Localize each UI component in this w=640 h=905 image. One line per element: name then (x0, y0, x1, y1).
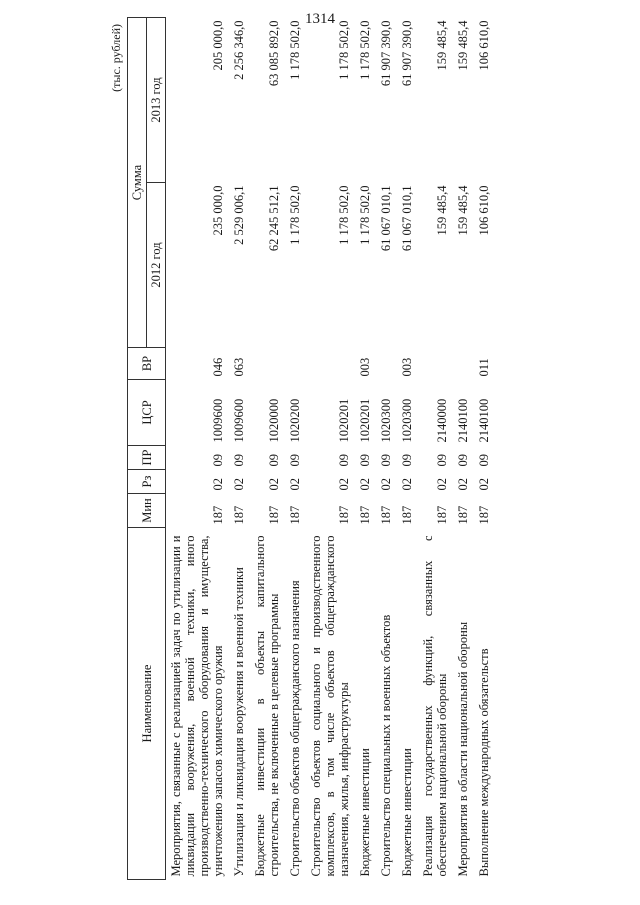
row-sum-2012: 1 178 502,0 (337, 185, 351, 245)
header-rz: Рз (128, 470, 166, 494)
row-pr: 09 (211, 454, 225, 467)
row-name: Мероприятия, связанные с реализацией задач по утилизации и ликвидации вооружения, военной техники, иного производственно-технического оборудования и имущества, уничтожению запасов химического оружия (169, 535, 225, 877)
row-pr: 09 (288, 454, 302, 467)
row-pr: 09 (400, 454, 414, 467)
row-rz: 02 (337, 478, 351, 491)
row-min: 187 (288, 505, 302, 525)
row-min: 187 (211, 505, 225, 525)
row-csr: 1009600 (211, 398, 225, 443)
table-row (355, 18, 376, 880)
header-csr: ЦСР (128, 380, 166, 446)
header-sum: Сумма (128, 18, 147, 348)
row-vr (306, 348, 355, 380)
row-name: Строительство специальных и военных объектов (379, 614, 393, 877)
row-rz: 02 (288, 478, 302, 491)
header-name: Наименование (128, 528, 166, 880)
row-name: Бюджетные инвестиции (358, 748, 372, 877)
header-pr: ПР (128, 446, 166, 470)
row-pr: 09 (337, 454, 351, 467)
row-csr: 1020000 (267, 398, 281, 443)
page-number: 1314 (305, 11, 335, 27)
row-pr: 09 (435, 454, 449, 467)
unit-note: (тыс. рублей) (109, 24, 123, 92)
row-rz: 02 (232, 478, 246, 491)
row-sum-2012: 1 178 502,0 (288, 185, 302, 245)
row-name: Строительство объектов социального и производственного комплексов, в том числе объектов общегражданского назначения, жилья, инфраструктуры (309, 535, 351, 877)
table-body (166, 18, 496, 880)
row-csr: 1020200 (288, 398, 302, 443)
row-vr (376, 348, 397, 380)
table-row (453, 18, 474, 880)
row-name: Реализация государственных функций, связанных с обеспечением национальной обороны (421, 535, 449, 877)
row-vr: 063 (232, 357, 246, 377)
row-rz: 02 (400, 478, 414, 491)
row-sum-2012: 61 067 010,1 (400, 185, 414, 252)
row-rz: 02 (267, 478, 281, 491)
row-sum-2012: 159 485,4 (456, 185, 470, 236)
row-vr: 003 (400, 357, 414, 377)
row-name: Строительство объектов общегражданского назначения (288, 580, 302, 877)
row-min: 187 (358, 505, 372, 525)
row-min: 187 (400, 505, 414, 525)
row-min: 187 (337, 505, 351, 525)
row-sum-2012: 1 178 502,0 (358, 185, 372, 245)
row-rz: 02 (358, 478, 372, 491)
row-csr: 1020300 (400, 398, 414, 443)
row-sum-2012: 106 610,0 (477, 185, 491, 236)
row-rz: 02 (379, 478, 393, 491)
row-min: 187 (456, 505, 470, 525)
table-row (166, 18, 230, 880)
rotated-page-content (105, 18, 575, 880)
row-sum-2013: 61 907 390,0 (379, 20, 393, 87)
header-vr: ВР (128, 348, 166, 380)
row-pr: 09 (358, 454, 372, 467)
row-pr: 09 (267, 454, 281, 467)
row-sum-2013: 1 178 502,0 (337, 20, 351, 80)
row-rz: 02 (477, 478, 491, 491)
row-sum-2013: 159 485,4 (456, 20, 470, 71)
row-sum-2013: 159 485,4 (435, 20, 449, 71)
row-csr: 1020201 (358, 398, 372, 443)
row-csr: 1009600 (232, 398, 246, 443)
table-row (418, 18, 453, 880)
header-year-2013: 2013 год (147, 18, 166, 183)
row-pr: 09 (456, 454, 470, 467)
table-row (285, 18, 306, 880)
row-sum-2012: 2 529 006,1 (232, 185, 246, 245)
header-year-2012: 2012 год (147, 183, 166, 348)
row-vr: 011 (477, 358, 491, 377)
row-vr: 046 (211, 357, 225, 377)
row-sum-2013: 1 178 502,0 (358, 20, 372, 80)
table-row (229, 18, 250, 880)
row-min: 187 (477, 505, 491, 525)
row-sum-2013: 106 610,0 (477, 20, 491, 71)
header-min: Мин (128, 494, 166, 528)
row-name: Выполнение международных обязательств (477, 648, 491, 877)
row-csr: 2140100 (477, 398, 491, 443)
row-name: Утилизация и ликвидация вооружения и военной техники (232, 567, 246, 877)
row-sum-2013: 61 907 390,0 (400, 20, 414, 87)
row-min: 187 (435, 505, 449, 525)
row-pr: 09 (232, 454, 246, 467)
table-header-row (128, 18, 147, 880)
row-sum-2013: 63 085 892,0 (267, 20, 281, 87)
row-csr: 2140000 (435, 398, 449, 443)
row-csr: 2140100 (456, 398, 470, 443)
row-rz: 02 (456, 478, 470, 491)
row-sum-2012: 62 245 512,1 (267, 185, 281, 252)
row-name: Мероприятия в области национальной обороны (456, 621, 470, 877)
row-min: 187 (232, 505, 246, 525)
row-vr (285, 348, 306, 380)
row-vr (250, 348, 285, 380)
row-sum-2012: 159 485,4 (435, 185, 449, 236)
row-rz: 02 (211, 478, 225, 491)
row-csr: 1020201 (337, 398, 351, 443)
row-vr: 003 (358, 357, 372, 377)
row-name: Бюджетные инвестиции (400, 748, 414, 877)
table-row (250, 18, 285, 880)
row-sum-2013: 205 000,0 (211, 20, 225, 71)
row-vr (453, 348, 474, 380)
table-row (397, 18, 418, 880)
row-sum-2013: 1 178 502,0 (288, 20, 302, 80)
row-sum-2012: 61 067 010,1 (379, 185, 393, 252)
row-vr (418, 348, 453, 380)
table-row (376, 18, 397, 880)
row-sum-2012: 235 000,0 (211, 185, 225, 236)
row-min: 187 (379, 505, 393, 525)
row-rz: 02 (435, 478, 449, 491)
row-pr: 09 (477, 454, 491, 467)
row-sum-2013: 2 256 346,0 (232, 20, 246, 80)
row-pr: 09 (379, 454, 393, 467)
row-name: Бюджетные инвестиции в объекты капитального строительства, не включенные в целевые программы (253, 535, 281, 877)
row-min: 187 (267, 505, 281, 525)
table-row (306, 18, 355, 880)
row-csr: 1020300 (379, 398, 393, 443)
budget-table (127, 17, 495, 880)
table-row (474, 18, 495, 880)
